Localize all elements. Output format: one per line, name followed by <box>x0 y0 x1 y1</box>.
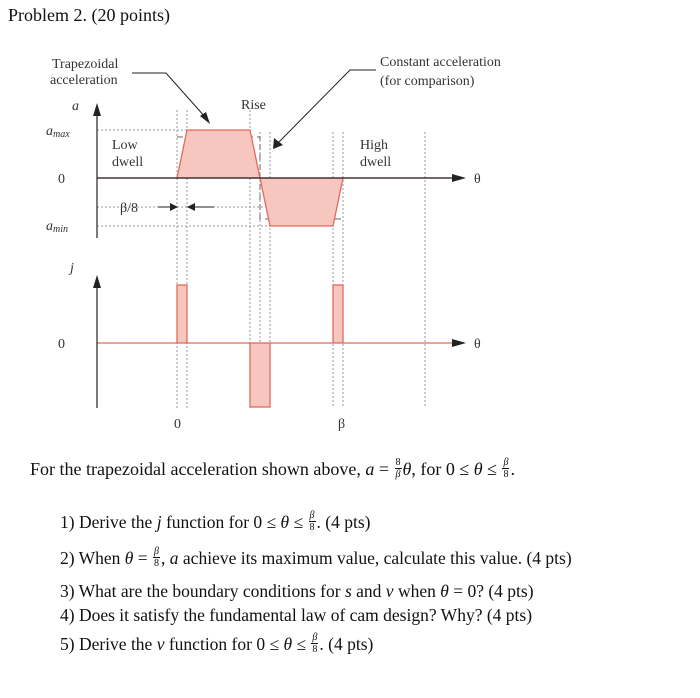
question-3: 3) What are the boundary conditions for s and v when θ = 0? (4 pts) <box>60 581 534 601</box>
problem-intro <box>30 459 515 482</box>
accel-negative-trapezoid <box>260 178 343 226</box>
problem-title: Problem 2. (20 points) <box>8 5 170 25</box>
trapezoidal-callout-line <box>132 73 206 118</box>
accel-x-axis-arrow <box>452 174 466 182</box>
beta-over-8-label: β/8 <box>120 201 139 216</box>
high-dwell-line2: dwell <box>360 155 392 170</box>
constant-callout-line <box>278 70 376 143</box>
a-min-label: amin <box>46 219 68 235</box>
jerk-pulse-2 <box>250 343 270 407</box>
low-dwell-line2: dwell <box>112 155 144 170</box>
beta8-arrow-right-head <box>187 203 195 211</box>
a-max-label: amax <box>46 124 70 140</box>
intro-text: For the trapezoidal acceleration shown above, <box>30 459 366 479</box>
question-4: 4) Does it satisfy the fundamental law of cam design? Why? (4 pts) <box>60 605 533 625</box>
eq-leq: ≤ <box>482 459 502 479</box>
intro-for: , for 0 ≤ <box>411 459 474 479</box>
fraction-8-over-beta: $\frac{8}{\beta}$ <box>395 457 401 481</box>
callout-trapezoidal-line1: Trapezoidal <box>52 57 119 72</box>
eq-theta: θ <box>402 459 412 479</box>
x-tick-zero: 0 <box>174 417 181 432</box>
question-2: 2) When θ = $\frac{\beta}{8}$ , a achieve its maximum value, calculate this value. (4 pts) <box>60 546 572 570</box>
fraction-beta-over-8: $\frac{\beta}{8}$ <box>503 457 509 481</box>
jerk-x-axis-arrow <box>452 339 466 347</box>
zero-upper-label: 0 <box>58 172 65 187</box>
x-tick-beta: β <box>338 417 346 432</box>
eq-a: a <box>365 459 375 479</box>
callout-constant-line1: Constant acceleration <box>380 55 501 70</box>
question-1: 1) Derive the j function for 0 ≤ θ ≤ $\frac{\beta}{8}$ . (4 pts) <box>60 510 371 534</box>
eq-theta2: θ <box>473 459 483 479</box>
accel-y-axis-arrow <box>93 103 101 116</box>
jerk-y-axis-arrow <box>93 275 101 288</box>
eq-equals: = <box>374 459 394 479</box>
intro-end: . <box>510 459 515 479</box>
jerk-pulse-3 <box>333 285 343 343</box>
zero-lower-label: 0 <box>58 337 65 352</box>
trapezoidal-callout-arrow <box>200 112 210 124</box>
jerk-pulse-1 <box>177 285 187 343</box>
high-dwell-line1: High <box>360 138 388 153</box>
question-5: 5) Derive the v function for 0 ≤ θ ≤ $\frac{\beta}{8}$ . (4 pts) <box>60 632 374 656</box>
theta-lower-label: θ <box>474 337 481 352</box>
accel-axis-label: a <box>72 99 79 114</box>
callout-trapezoidal-line2: acceleration <box>50 73 118 88</box>
theta-upper-label: θ <box>474 172 481 187</box>
jerk-axis-label: j <box>70 261 74 276</box>
low-dwell-line1: Low <box>112 138 138 153</box>
beta8-arrow-left-head <box>170 203 178 211</box>
accel-positive-trapezoid <box>177 130 260 178</box>
rise-label: Rise <box>241 98 266 113</box>
callout-constant-line2: (for comparison) <box>380 74 475 89</box>
